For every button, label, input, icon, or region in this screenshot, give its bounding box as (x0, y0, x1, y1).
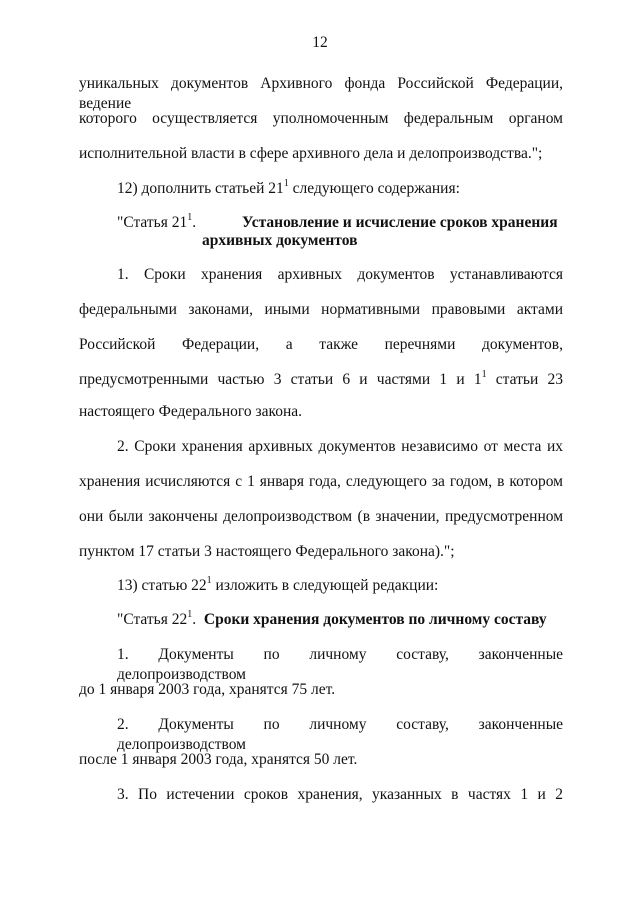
paragraph-line: уникальных документов Архивного фонда Российской Федерации, ведение (79, 75, 563, 112)
paragraph-line: настоящего Федерального закона. (79, 403, 303, 420)
paragraph-line: 1. Сроки хранения архивных документов устанавливаются (117, 266, 563, 283)
article-label: "Статья $22^1$. (117, 609, 197, 628)
article-label: "Статья $21^1$. (117, 212, 197, 231)
superscript: 1 (283, 178, 289, 189)
paragraph-line: до 1 января 2003 года, хранятся 75 лет. (79, 681, 336, 698)
page-number: 12 (312, 34, 328, 51)
paragraph-line: Российской Федерации, а также перечнями документов, (79, 336, 563, 353)
paragraph-line: 2. Сроки хранения архивных документов независимо от места их (117, 438, 563, 455)
amendment-item-12 (117, 179, 563, 199)
superscript: 1 (206, 575, 212, 586)
amendment-text: 13) статью 22 (117, 577, 207, 594)
paragraph-line: исполнительной власти в сфере архивного дела и делопроизводства."; (79, 145, 543, 162)
paragraph-line: после 1 января 2003 года, хранятся 50 лет. (79, 751, 358, 768)
paragraph-line: 2. Документы по личному составу, законченные делопроизводством (117, 716, 563, 753)
article-21-1-heading (117, 213, 563, 233)
article-title: Сроки хранения документов по личному составу (203, 611, 547, 628)
paragraph-line: предусмотренными частью 3 статьи 6 и частями 1 и $1^1$ статьи 23 (79, 369, 563, 388)
amendment-text: изложить в следующей редакции: (211, 577, 439, 594)
paragraph-line: хранения исчисляются с 1 января года, следующего за годом, в котором (79, 473, 563, 490)
article-title-cont: архивных документов (202, 232, 358, 249)
paragraph-line: 3. По истечении сроков хранения, указанных в частях 1 и 2 (117, 786, 563, 803)
paragraph-line: федеральными законами, иными нормативными правовыми актами (79, 301, 563, 318)
paragraph-line: они были закончены делопроизводством (в значении, предусмотренном (79, 508, 563, 525)
paragraph-line: 1. Документы по личному составу, законченные делопроизводством (117, 646, 563, 683)
amendment-item-13 (117, 576, 563, 596)
paragraph-line: которого осуществляется уполномоченным федеральным органом (79, 110, 563, 127)
amendment-text: следующего содержания: (288, 180, 460, 197)
article-title: Установление и исчисление сроков хранения (242, 214, 558, 231)
paragraph-line: пунктом 17 статьи 3 настоящего Федерального закона)."; (79, 543, 455, 560)
amendment-text: 12) дополнить статьей 21 (117, 180, 284, 197)
article-22-1-heading (117, 610, 563, 630)
